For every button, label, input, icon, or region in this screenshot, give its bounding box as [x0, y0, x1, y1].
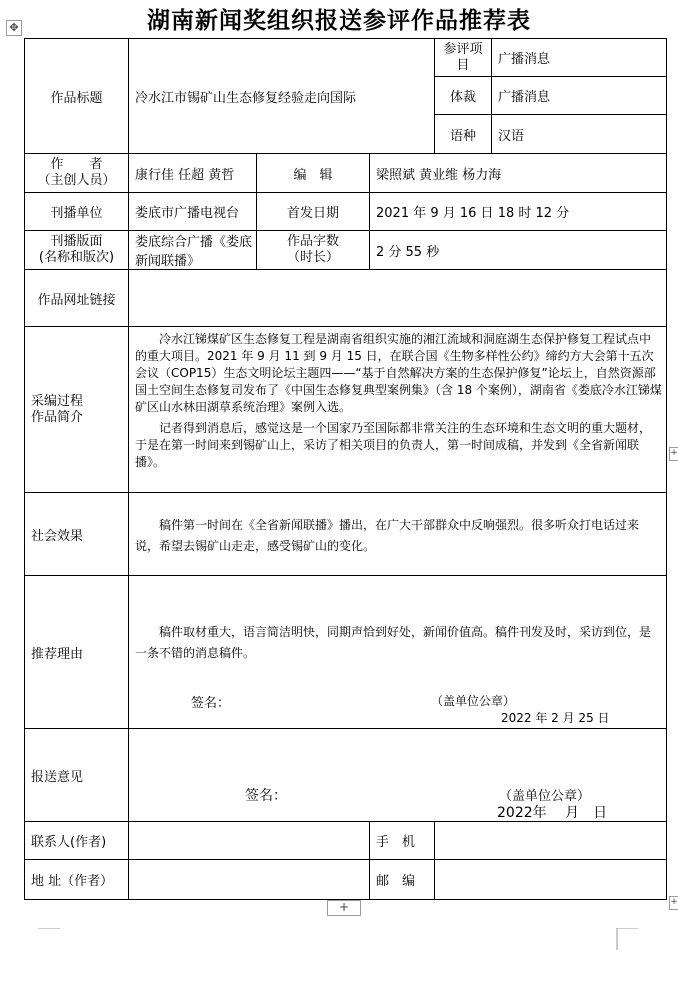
process-intro-label-line1: 采编过程	[31, 393, 84, 409]
publish-unit-value[interactable]: 娄底市广播电视台	[129, 193, 257, 231]
work-title-label: 作品标题	[25, 39, 129, 154]
editor-label: 编 辑	[257, 154, 370, 193]
postcode-label: 邮 编	[370, 860, 435, 900]
language-value[interactable]: 汉语	[492, 115, 667, 154]
submission-opinion-label: 报送意见	[25, 729, 129, 822]
address-label: 地 址（作者）	[25, 860, 129, 900]
recommendation-form-table	[24, 38, 667, 900]
publish-unit-label: 刊播单位	[25, 193, 129, 231]
work-title-value[interactable]: 冷水江市锡矿山生态修复经验走向国际	[129, 39, 435, 154]
contact-label: 联系人(作者)	[25, 822, 129, 860]
contact-value[interactable]	[129, 822, 370, 860]
first-publish-date-value[interactable]: 2021 年 9 月 16 日 18 时 12 分	[370, 193, 667, 231]
process-intro-label	[25, 327, 129, 493]
process-intro-label-line2: 作品简介	[31, 409, 84, 425]
add-row-plus-icon[interactable]: +	[327, 900, 361, 916]
move-handle-icon[interactable]: ✥	[6, 20, 22, 36]
editors-value[interactable]: 梁照斌 黄业维 杨力海	[370, 154, 667, 193]
intro-paragraph-2: 记者得到消息后，感觉这是一个国家乃至国际都非常关注的生态环境和生态文明的重大题材，于是在第一时间来到锡矿山上，采访了相关项目的负责人，第一时间成稿，并发到《全省新闻联播》。	[135, 421, 652, 469]
submission-signature-label: 签名：	[245, 788, 287, 804]
review-item-label: 参评项目	[435, 39, 492, 77]
phone-label: 手 机	[370, 822, 435, 860]
author-label-line2: （主创人员）	[37, 173, 116, 188]
social-effect-text: 稿件第一时间在《全省新闻联播》播出，在广大干部群众中反响强烈。很多听众打电话过来说，希望去锡矿山走走，感受锡矿山的变化。	[135, 518, 640, 553]
process-intro-value[interactable]	[129, 327, 667, 493]
phone-value[interactable]	[435, 822, 667, 860]
recommend-signature-label: 签名：	[191, 696, 231, 711]
social-effect-label: 社会效果	[25, 493, 129, 576]
social-effect-value[interactable]	[129, 493, 667, 576]
recommend-stamp-label: （盖单位公章）	[431, 694, 516, 708]
submission-stamp-label: （盖单位公章）	[499, 789, 591, 804]
submission-opinion-value[interactable]	[129, 729, 667, 822]
edition-label-line1: 刊播版面	[50, 234, 103, 249]
length-label-line2: （时长）	[286, 250, 339, 265]
recommend-reason-value[interactable]	[129, 576, 667, 729]
recommend-date: 2022 年 2 月 25 日	[501, 711, 610, 725]
crop-mark-bottom-right-icon	[616, 928, 638, 950]
edition-value[interactable]: 娄底综合广播《娄底新闻联播》	[129, 231, 257, 270]
submission-date: 2022年 月 日	[497, 805, 608, 821]
side-plus-icon[interactable]: +	[669, 447, 678, 461]
side-plus-icon[interactable]: +	[669, 896, 678, 910]
edition-label	[25, 231, 129, 270]
author-label	[25, 154, 129, 193]
length-value[interactable]: 2 分 55 秒	[370, 231, 667, 270]
length-label	[257, 231, 370, 270]
authors-value[interactable]: 康行佳 任超 黄哲	[129, 154, 257, 193]
language-label: 语种	[435, 115, 492, 154]
recommend-reason-text: 稿件取材重大，语言简洁明快，同期声恰到好处，新闻价值高。稿件刊发及时，采访到位，是一条不错的消息稿件。	[135, 625, 652, 660]
length-label-line1: 作品字数	[286, 234, 339, 249]
first-publish-date-label: 首发日期	[257, 193, 370, 231]
recommend-reason-label: 推荐理由	[25, 576, 129, 729]
review-item-value[interactable]: 广播消息	[492, 39, 667, 77]
postcode-value[interactable]	[435, 860, 667, 900]
address-value[interactable]	[129, 860, 370, 900]
work-url-value[interactable]	[129, 270, 667, 327]
genre-value[interactable]: 广播消息	[492, 77, 667, 115]
document-title: 湖南新闻奖组织报送参评作品推荐表	[147, 8, 531, 34]
crop-mark-bottom-left-icon	[38, 928, 60, 950]
author-label-line1: 作 者	[50, 157, 103, 172]
work-url-label: 作品网址链接	[25, 270, 129, 327]
intro-paragraph-1: 冷水江锑煤矿区生态修复工程是湖南省组织实施的湘江流域和洞庭湖生态保护修复工程试点中的重大项目。2021 年 9 月 11 到 9 月 15 日，在联合国《生物多样性公约》缔约方大会第十五次会议（COP15）生态文明论坛主题四——“基于自然解决方案的生态保护修复”论坛上，自然资源部国土空间生态修复司发布了《中国生态修复典型案例集》（含 18 个案例），湖南省《娄底冷水江锑煤矿区山水林田湖草系统治理》案例入选。	[135, 332, 662, 414]
genre-label: 体裁	[435, 77, 492, 115]
edition-label-line2: (名称和版次)	[38, 250, 115, 265]
